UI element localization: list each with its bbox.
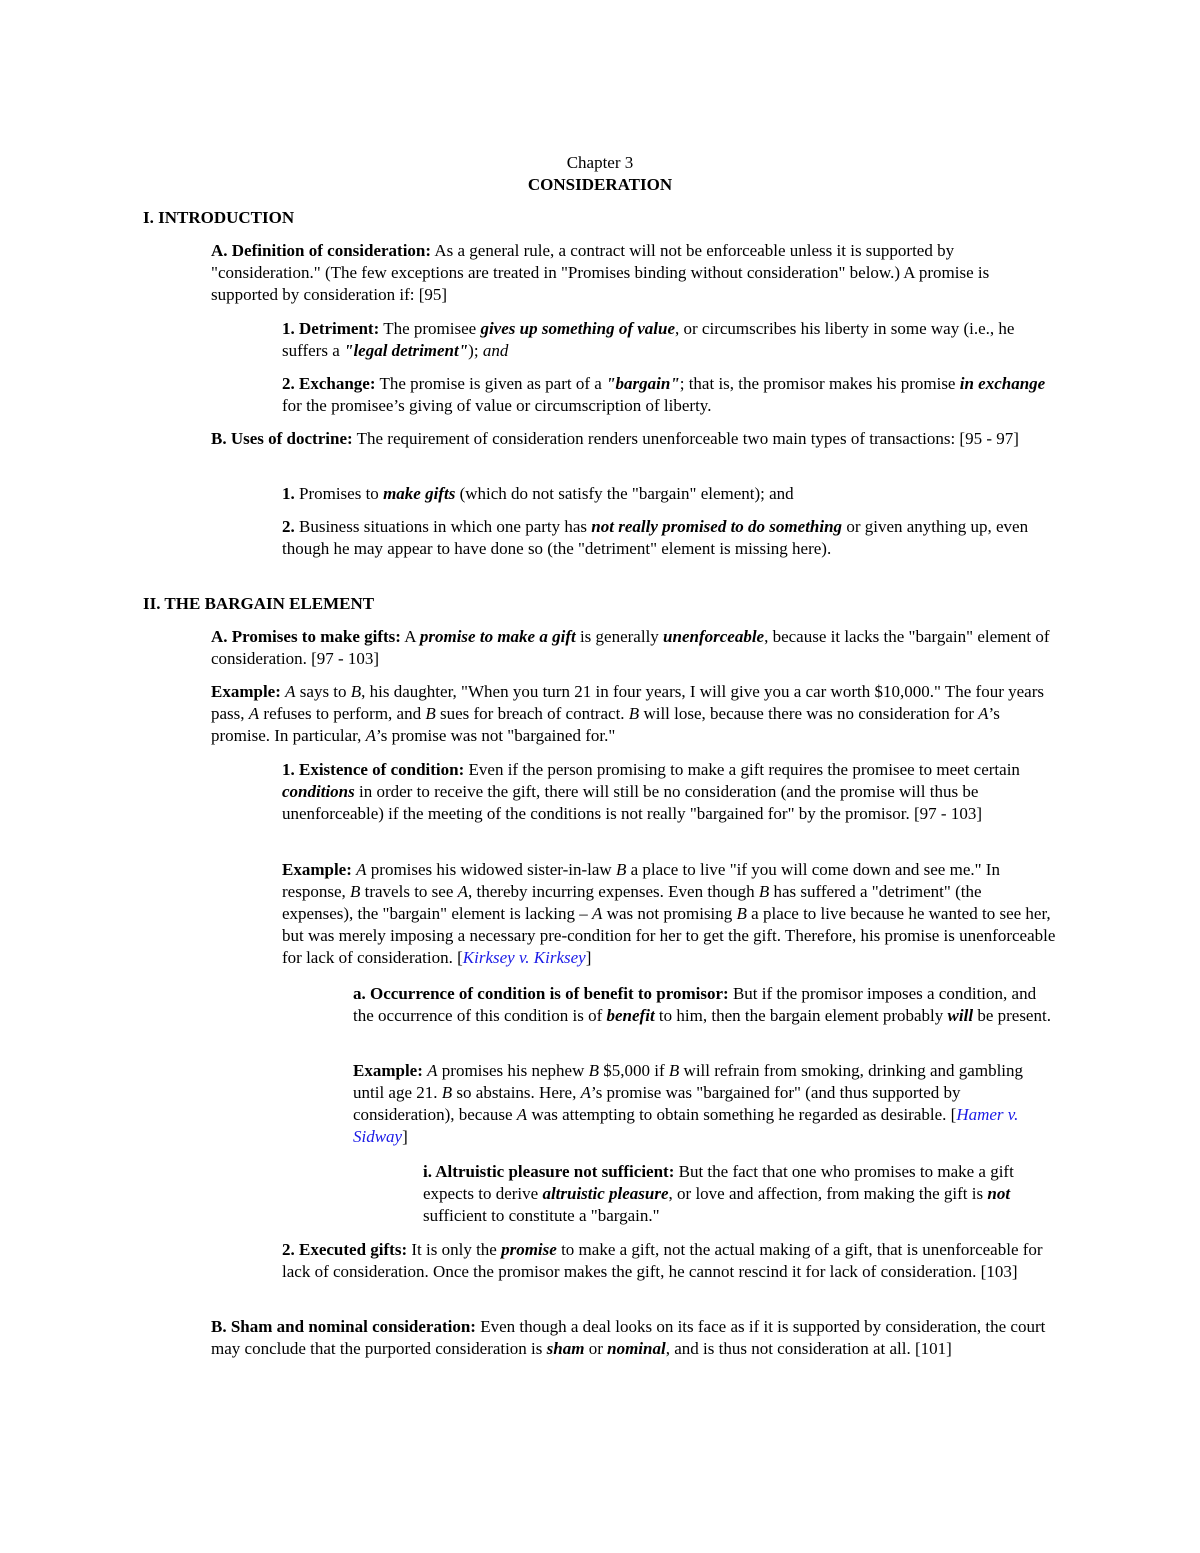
paragraph-promises-to-make-gifts-rule: A. Promises to make gifts: A promise to make a gift is generally unenforceable, because it lacks the "bargain" element of consideration. [97 - 103] bbox=[211, 627, 1050, 668]
paragraph-sham-nominal-consideration: B. Sham and nominal consideration: Even though a deal looks on its face as if it is supported by consideration, the court may conclude that the purported consideration is sham or nominal, and is thus not consideration at all. [101] bbox=[211, 1317, 1046, 1358]
paragraph-benefit-to-promisor: a. Occurrence of condition is of benefit to promisor: But if the promisor imposes a condition, and the occurrence of this condition is of benefit to him, then the bargain element probably will be present. bbox=[353, 984, 1051, 1025]
example-nephew-abstains: Example: A promises his nephew B $5,000 if B will refrain from smoking, drinking and gambling until age 21. B so abstains. Here, A’s promise was "bargained for" (and thus supported by consideration), because A was attempting to obtain something he regarded as desirable. [Hamer v. Sidway] bbox=[353, 1061, 1024, 1146]
case-link-hamer[interactable]: Hamer v. Sidway bbox=[353, 1105, 1019, 1146]
chapter-title: CONSIDERATION bbox=[527, 175, 673, 194]
example-daughter-car: Example: A says to B, his daughter, "When you turn 21 in four years, I will give you a car worth $10,000." The four years pass, A refuses to perform, and B sues for breach of contract. B will lose, because there was no consideration for A’s promise. In particular, A’s promise was not "bargained for." bbox=[211, 682, 1044, 745]
paragraph-altruistic-pleasure: i. Altruistic pleasure not sufficient: But the fact that one who promises to make a gift expects to derive altruistic pleasure, or love and affection, from making the gift is not sufficient to constitute a "bargain." bbox=[423, 1162, 1014, 1225]
paragraph-business-situations: 2. Business situations in which one party has not really promised to do something or given anything up, even though he may appear to have done so (the "detriment" element is missing here). bbox=[282, 517, 1029, 558]
paragraph-executed-gifts: 2. Executed gifts: It is only the promise to make a gift, not the actual making of a gift, that is unenforceable for lack of consideration. Once the promisor makes the gift, he cannot rescind it for lack of consideration. [103] bbox=[282, 1240, 1043, 1281]
section-heading-bargain-element: II. THE BARGAIN ELEMENT bbox=[143, 594, 375, 613]
paragraph-exchange: 2. Exchange: The promise is given as part of a "bargain"; that is, the promisor makes his promise in exchange for the promisee’s giving of value or circumscription of liberty. bbox=[282, 374, 1046, 415]
paragraph-uses-of-doctrine: B. Uses of doctrine: The requirement of consideration renders unenforceable two main types of transactions: [95 - 97] bbox=[211, 429, 1019, 448]
example-sister-in-law: Example: A promises his widowed sister-in-law B a place to live "if you will come down and see me." In response, B travels to see A, thereby incurring expenses. Even though B has suffered a "detriment" (the expenses), the "bargain" element is lacking – A was not promising B a place to live because he wanted to see her, but was merely imposing a necessary pre-condition for her to get the gift. Therefore, his promise is unenforceable for lack of consideration. [Kirksey v. Kirksey] bbox=[282, 860, 1056, 967]
chapter-number: Chapter 3 bbox=[566, 153, 634, 172]
paragraph-detriment: 1. Detriment: The promisee gives up something of value, or circumscribes his liberty in some way (i.e., he suffers a "legal detriment"); and bbox=[282, 319, 1015, 360]
paragraph-promises-to-make-gifts: 1. Promises to make gifts (which do not satisfy the "bargain" element); and bbox=[282, 484, 794, 503]
paragraph-definition-of-consideration: A. Definition of consideration: As a general rule, a contract will not be enforceable unless it is supported by "consideration." (The few exceptions are treated in "Promises binding without consideration" below.) A promise is supported by consideration if: [95] bbox=[211, 241, 990, 304]
section-heading-introduction: I. INTRODUCTION bbox=[143, 208, 295, 227]
paragraph-existence-of-condition: 1. Existence of condition: Even if the person promising to make a gift requires the promisee to meet certain conditions in order to receive the gift, there will still be no consideration (and the promise will thus be unenforceable) if the meeting of the conditions is not really "bargained for" by the promisor. [97 - 103] bbox=[282, 760, 1020, 823]
case-link-kirksey[interactable]: Kirksey v. Kirksey bbox=[462, 948, 586, 967]
